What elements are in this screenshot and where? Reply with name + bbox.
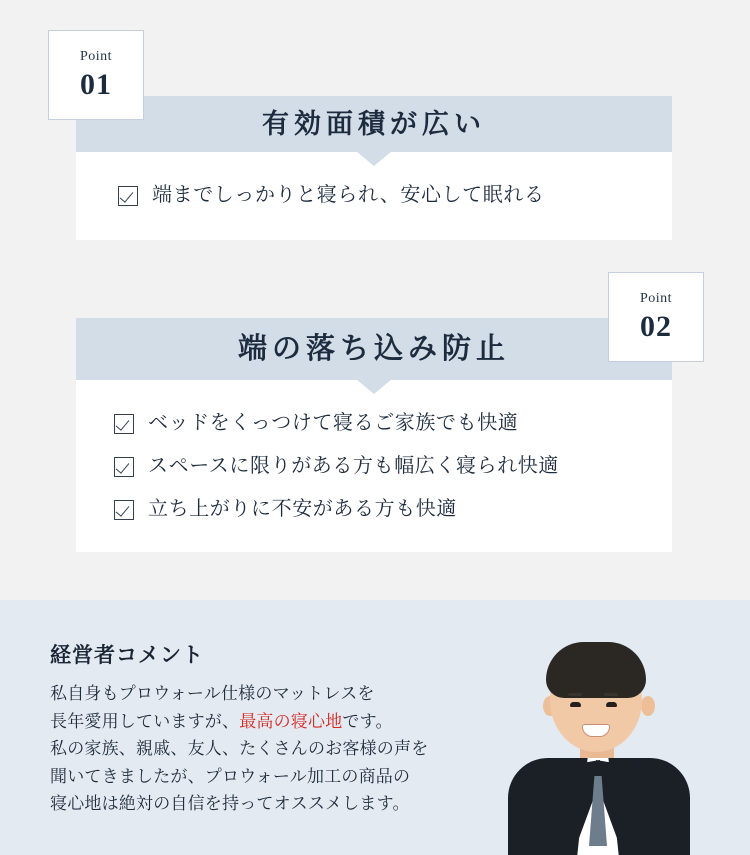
point-badge-01 [48, 30, 144, 120]
point-band-01 [76, 96, 672, 152]
comment-line-2-post: です。 [342, 711, 393, 731]
point-badge-label: Point [639, 291, 673, 306]
list-item [118, 182, 672, 209]
ear-right-icon [641, 696, 655, 716]
point-block-01 [76, 96, 672, 240]
comment-highlight: 最高の寝心地 [239, 711, 343, 731]
eye-right-icon [606, 702, 617, 707]
point-title-01: 有効面積が広い [262, 108, 486, 139]
comment-line-2-pre: 長年愛用していますが、 [50, 711, 240, 731]
list-item [114, 453, 672, 480]
list-item-label: 端までしっかりと寝られ、安心して眠れる [152, 184, 545, 206]
check-icon [114, 457, 134, 477]
point-badge-number: 02 [640, 310, 672, 343]
point-badge-number: 01 [80, 68, 112, 101]
band-notch-icon [356, 151, 392, 166]
comment-line-3: 私の家族、親戚、友人、たくさんのお客様の声を [50, 739, 429, 759]
list-item [114, 410, 672, 437]
list-item [114, 496, 672, 523]
comment-line-1: 私自身もプロウォール仕様のマットレスを [50, 684, 375, 703]
eyebrow-left-icon [568, 693, 582, 696]
list-item-label: ベッドをくっつけて寝るご家族でも快適 [148, 412, 519, 434]
comment-line-5: 寝心地は絶対の自信を持ってオススメします。 [50, 794, 410, 814]
point-title-02: 端の落ち込み防止 [237, 332, 510, 365]
owner-comment-body [50, 680, 520, 818]
owner-comment-text-block [50, 645, 520, 818]
list-item-label: スペースに限りがある方も幅広く寝られ快適 [148, 455, 559, 477]
point-band-02 [76, 318, 672, 380]
point-badge-label: Point [79, 49, 113, 64]
hair-shape [546, 642, 646, 698]
point-list-02 [76, 380, 672, 523]
owner-comment-title: 経営者コメント [50, 644, 204, 667]
band-notch-icon [356, 379, 392, 394]
eye-left-icon [570, 702, 581, 707]
check-icon [118, 186, 138, 206]
owner-portrait [484, 640, 714, 855]
point-block-02 [76, 318, 672, 552]
owner-comment-section [0, 600, 750, 855]
check-icon [114, 414, 134, 434]
point-badge-02 [608, 272, 704, 362]
list-item-label: 立ち上がりに不安がある方も快適 [148, 498, 457, 520]
comment-line-4: 聞いてきましたが、プロウォール加工の商品の [50, 766, 411, 786]
eyebrow-right-icon [604, 693, 618, 696]
check-icon [114, 500, 134, 520]
